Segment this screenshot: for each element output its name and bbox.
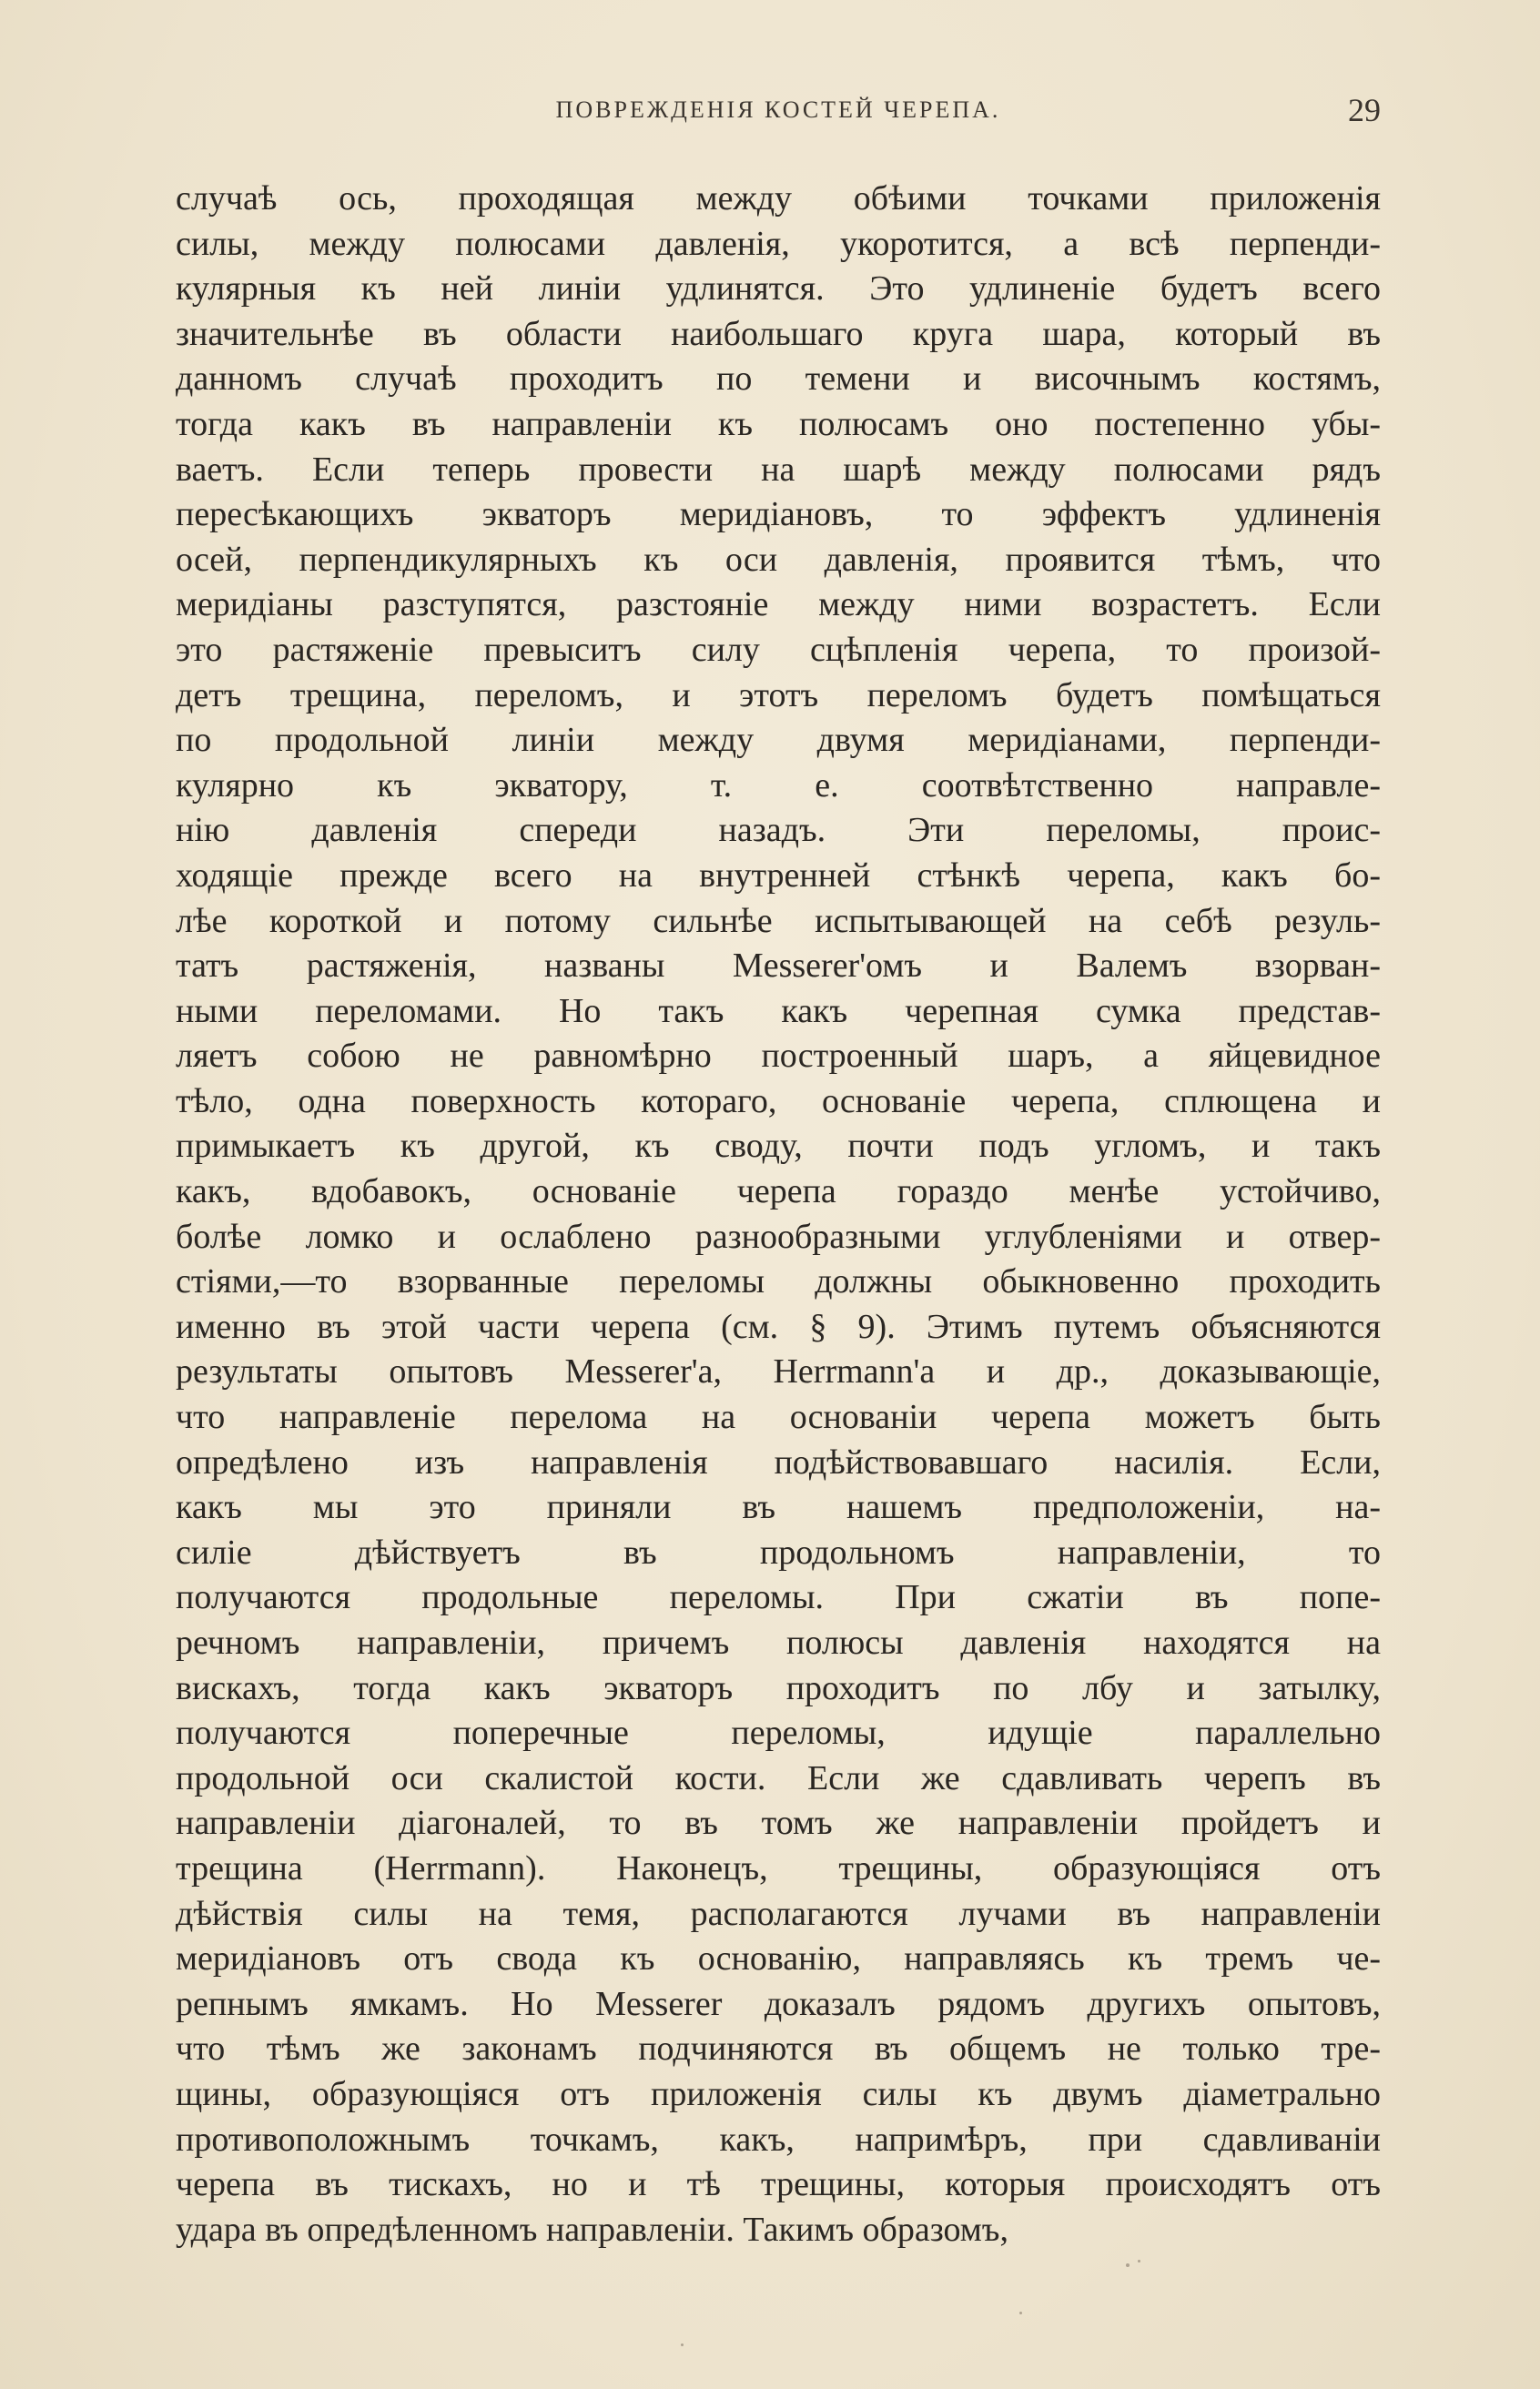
paper-speck — [1138, 2260, 1140, 2262]
text-line: черепа въ тискахъ, но и тѣ трещины, которыя происходятъ отъ — [176, 2165, 1381, 2204]
text-line: по продольной линіи между двумя меридіанами, перпенди- — [176, 721, 1381, 760]
paper-speck — [1126, 2263, 1130, 2267]
text-line: пересѣкающихъ экваторъ меридіановъ, то эффектъ удлиненія — [176, 495, 1381, 534]
text-line: меридіаны разступятся, разстояніе между ними возрастетъ. Если — [176, 585, 1381, 624]
text-line: получаются продольные переломы. При сжатіи въ попе- — [176, 1578, 1381, 1617]
text-line: тѣло, одна поверхность котораго, основаніе черепа, сплющена и — [176, 1081, 1381, 1120]
text-line: результаты опытовъ Messerer'а, Herrmann'а и др., доказывающіе, — [176, 1352, 1381, 1392]
text-line: трещина (Herrmann). Наконецъ, трещины, образующіяся отъ — [176, 1848, 1381, 1888]
text-line: удара въ опредѣленномъ направленіи. Такимъ образомъ, — [176, 2210, 1008, 2249]
text-line: данномъ случаѣ проходитъ по темени и височнымъ костямъ, — [176, 359, 1381, 399]
text-line: какъ мы это приняли въ нашемъ предположеніи, на- — [176, 1488, 1381, 1527]
text-line: опредѣлено изъ направленія подѣйствовавшаго насилія. Если, — [176, 1443, 1381, 1482]
text-line: тогда какъ въ направленіи къ полюсамъ оно постепенно убы- — [176, 404, 1381, 443]
body-text — [176, 177, 1381, 2252]
page-number: 29 — [1348, 92, 1381, 128]
text-line: вискахъ, тогда какъ экваторъ проходитъ по лбу и затылку, — [176, 1668, 1381, 1707]
paper-speck — [681, 2343, 684, 2346]
text-line: татъ растяженія, названы Messerer'омъ и Валемъ взорван- — [176, 946, 1381, 986]
text-line: осей, перпендикулярныхъ къ оси давленія, проявится тѣмъ, что — [176, 540, 1381, 579]
text-line: детъ трещина, переломъ, и этотъ переломъ будетъ помѣщаться — [176, 675, 1381, 714]
running-title: ПОВРЕЖДЕНІЯ КОСТЕЙ ЧЕРЕПА. — [555, 96, 1001, 123]
text-line: ными переломами. Но такъ какъ черепная сумка представ- — [176, 991, 1381, 1030]
text-line: случаѣ ось, проходящая между обѣими точками приложенія — [176, 179, 1381, 218]
text-line: это растяженіе превыситъ силу сцѣпленія черепа, то произой- — [176, 630, 1381, 669]
text-line: получаются поперечные переломы, идущіе параллельно — [176, 1714, 1381, 1753]
text-line: речномъ направленіи, причемъ полюсы давленія находятся на — [176, 1624, 1381, 1662]
text-line: что тѣмъ же законамъ подчиняются въ общемъ не только тре- — [176, 2030, 1381, 2069]
text-line: именно въ этой части черепа (см. § 9). Этимъ путемъ объясняются — [176, 1307, 1381, 1346]
text-line: какъ, вдобавокъ, основаніе черепа гораздо менѣе устойчиво, — [176, 1172, 1381, 1211]
text-line: репнымъ ямкамъ. Но Messerer доказалъ рядомъ другихъ опытовъ, — [176, 1984, 1381, 2023]
text-line: щины, образующіяся отъ приложенія силы къ двумъ діаметрально — [176, 2074, 1381, 2113]
text-line: стіями,—то взорванные переломы должны обыкновенно проходить — [176, 1262, 1381, 1301]
text-line: ваетъ. Если теперь провести на шарѣ между полюсами рядъ — [176, 450, 1381, 489]
text-line: лѣе короткой и потому сильнѣе испытывающей на себѣ резуль- — [176, 901, 1381, 940]
text-line: дѣйствія силы на темя, располагаются лучами въ направленіи — [176, 1894, 1381, 1933]
text-line: силы, между полюсами давленія, укоротится, а всѣ перпенди- — [176, 224, 1381, 263]
text-line: ляетъ собою не равномѣрно построенный шаръ, а яйцевидное — [176, 1037, 1381, 1076]
text-line: значительнѣе въ области наибольшаго круга шара, который въ — [176, 314, 1381, 353]
text-line: силіе дѣйствуетъ въ продольномъ направленіи, то — [176, 1533, 1381, 1572]
text-line: что направленіе перелома на основаніи черепа можетъ быть — [176, 1398, 1381, 1437]
page-header — [176, 91, 1381, 137]
text-line: продольной оси скалистой кости. Если же сдавливать черепъ въ — [176, 1758, 1381, 1797]
text-line: меридіановъ отъ свода къ основанію, направляясь къ тремъ че- — [176, 1939, 1381, 1979]
text-line: кулярныя къ ней линіи удлинятся. Это удлиненіе будетъ всего — [176, 269, 1381, 309]
text-line: направленіи діагоналей, то въ томъ же направленіи пройдетъ и — [176, 1804, 1381, 1843]
text-line: примыкаетъ къ другой, къ своду, почти подъ угломъ, и такъ — [176, 1127, 1381, 1166]
text-line: болѣе ломко и ослаблено разнообразными углубленіями и отвер- — [176, 1217, 1381, 1256]
paper-speck — [1019, 2312, 1022, 2314]
text-line: противоположнымъ точкамъ, какъ, напримѣръ, при сдавливаніи — [176, 2120, 1381, 2159]
text-line: кулярно къ экватору, т. е. соотвѣтственно направле- — [176, 765, 1381, 805]
text-line: ходящіе прежде всего на внутренней стѣнкѣ черепа, какъ бо- — [176, 855, 1381, 895]
text-line: нію давленія спереди назадъ. Эти переломы, проис- — [176, 811, 1381, 850]
